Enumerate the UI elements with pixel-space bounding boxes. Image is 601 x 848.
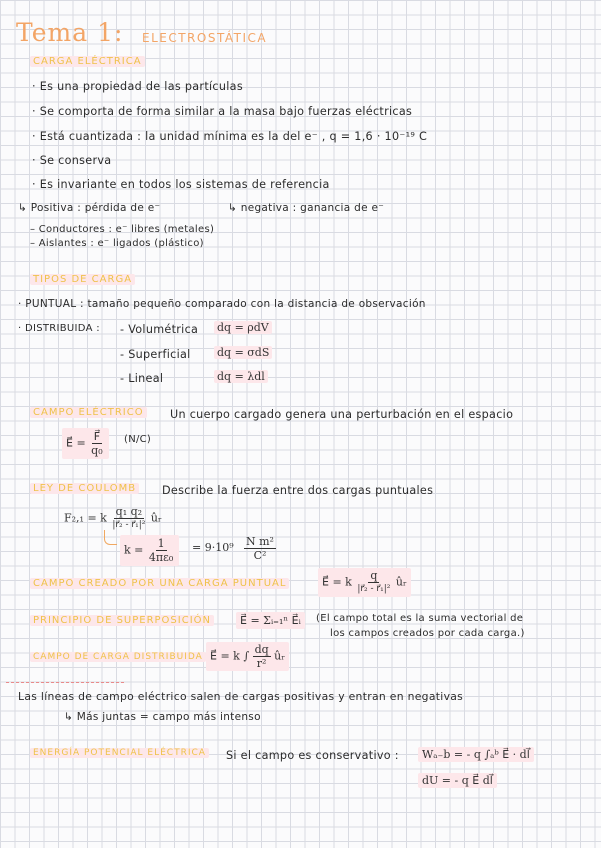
campo-desc: Un cuerpo cargado genera una perturbación en el espacio xyxy=(170,408,514,421)
coulomb-desc: Describe la fuerza entre dos cargas puntuales xyxy=(162,484,434,497)
page-subtitle: ELECTROSTÁTICA xyxy=(142,31,268,45)
energia-formula-2: dU = - q E⃗ dl⃗ xyxy=(418,773,497,788)
volumetrica-formula: dq = ρdV xyxy=(214,321,272,334)
lineal-label: - Lineal xyxy=(120,372,164,385)
positiva-note: ↳ Positiva : pérdida de e⁻ xyxy=(18,202,161,214)
bullet-1: · Es una propiedad de las partículas xyxy=(32,80,243,93)
k-unit: $\frac{\text{N m²}}{\text{C²}}$ xyxy=(246,535,274,562)
campo-fraction: $\frac{F⃗}{\text{q₀}}$ xyxy=(91,430,103,457)
k-value: = 9·10⁹ xyxy=(192,541,234,554)
bullet-4: · Se conserva xyxy=(32,154,112,167)
bullet-5: · Es invariante en todos los sistemas de referencia xyxy=(32,178,330,191)
coulomb-heading: LEY DE COULOMB xyxy=(30,483,139,494)
superposicion-heading: PRINCIPIO DE SUPERPOSICIÓN xyxy=(30,615,214,626)
energia-text: Si el campo es conservativo : xyxy=(226,749,399,762)
campo-formula: E⃗ = $\frac{F⃗}{\text{q₀}}$ xyxy=(62,428,109,459)
k-constant: k = $\frac{1}{\text{4πε₀}}$ xyxy=(120,535,179,566)
bullet-2: · Se comporta de forma similar a la masa bajo fuerzas eléctricas xyxy=(32,105,413,118)
carga-heading: CARGA ELÉCTRICA xyxy=(30,56,145,67)
arrow-connector xyxy=(104,530,117,545)
lineas-sub: ↳ Más juntas = campo más intenso xyxy=(64,711,261,723)
distribuida-label: · DISTRIBUIDA : xyxy=(18,323,100,334)
negativa-note: ↳ negativa : ganancia de e⁻ xyxy=(228,202,385,214)
coulomb-formula: F₂,₁ = k $\frac{\text{q₁ q₂}}{\text{|r⃗₂ - r⃗₁|²}}$ ûᵣ xyxy=(64,505,162,530)
campo-heading: CAMPO ELÉCTRICO xyxy=(30,407,147,418)
distribuida-formula: E⃗ = k ∫ $\frac{dq}{\text{r²}}$ ûᵣ xyxy=(206,642,289,671)
aislantes-note: – Aislantes : e⁻ ligados (plástico) xyxy=(30,238,204,249)
superficial-label: - Superficial xyxy=(120,348,191,361)
energia-heading: ENERGÍA POTENCIAL ELÉCTRICA xyxy=(30,748,209,758)
energia-formula-1: Wₐ₋b = - q ∫ₐᵇ E⃗ · dl⃗ xyxy=(418,747,534,762)
volumetrica-label: - Volumétrica xyxy=(120,323,199,336)
puntual-def: · PUNTUAL : tamaño pequeño comparado con la distancia de observación xyxy=(18,298,426,310)
lineal-formula: dq = λdl xyxy=(214,370,268,383)
conductores-note: – Conductores : e⁻ libres (metales) xyxy=(30,224,215,235)
superposicion-note-2: los campos creados por cada carga.) xyxy=(330,628,525,639)
distribuida-heading: CAMPO DE CARGA DISTRIBUIDA xyxy=(30,652,206,662)
superficial-formula: dq = σdS xyxy=(214,346,272,359)
tipos-heading: TIPOS DE CARGA xyxy=(30,274,135,285)
superposicion-note-1: (El campo total es la suma vectorial de xyxy=(316,613,524,624)
puntual-heading: CAMPO CREADO POR UNA CARGA PUNTUAL xyxy=(30,578,289,589)
superposicion-formula: E⃗ = Σᵢ₌₁ⁿ E⃗ᵢ xyxy=(236,612,305,629)
section-divider xyxy=(6,682,124,683)
campo-unit: (N/C) xyxy=(124,434,152,445)
page-title: Tema 1: xyxy=(16,18,124,47)
lineas-text: Las líneas de campo eléctrico salen de cargas positivas y entran en negativas xyxy=(18,690,464,703)
puntual-formula: E⃗ = k $\frac{q}{\text{|r⃗₂ - r⃗₁|²}}$ ûᵣ xyxy=(318,568,411,597)
bullet-3: · Está cuantizada : la unidad mínima es la del e⁻ , q = 1,6 · 10⁻¹⁹ C xyxy=(32,130,428,143)
